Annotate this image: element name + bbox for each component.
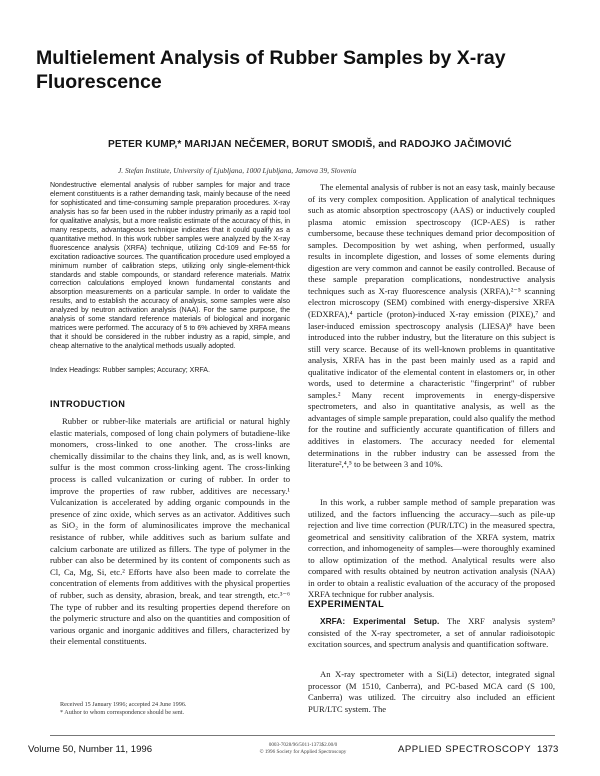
body-paragraph-2: In this work, a rubber sample method of sample preparation was utilized, and the factors influencing the accuracy—such as pile-up rejection and live time correction (PUR/LTC) in the measured spectra, geometrical and sensitivity calibration of the XRFA system, matrix correction, and inhomogeneity of samples—were thoroughly examined to allow optimization of the method. Analytical results were also compared with results obtained by neutron activation analysis (NAA) in order to obtain a realistic evaluation of the accuracy of the proposed XRFA technique for rubber analysis.	[308, 497, 555, 600]
footer-copyright: © 1996 Society for Applied Spectroscopy	[259, 748, 347, 755]
experimental-setup-text: The XRF analysis system⁹ consisted of the X-ray spectrometer, a set of annular radioisotopic excitation sources, and spectrum analysis and quantification software.	[308, 616, 556, 650]
index-headings: Index Headings: Rubber samples; Accuracy; XRFA.	[50, 367, 210, 374]
author-list: PETER KUMP,* MARIJAN NEČEMER, BORUT SMODIŠ, and RADOJKO JAČIMOVIĆ	[108, 139, 512, 150]
body-paragraph-1: The elemental analysis of rubber is not an easy task, mainly because of its very complex composition. Application of analytical techniques such as atomic absorption spectroscopy (AAS) or inductively coupled plasma atomic emission spectroscopy (ICP-AES) is rather cumbersome, because these techniques demand prior decomposition of samples. Decomposition by wet ashing, when performed, usually results in incomplete digestion, and losses of some elements during digestion are very common and cannot be easily controlled. Because of these sample preparation complications, nondestructive analysis techniques such as X-ray fluorescence analysis (XRFA),²⁻⁵ scanning electron microscopy (SEM) combined with energy-dispersive XRFA (EDXRFA),⁴ particle (proton)-induced X-ray emission (PIXE),⁷ and laser-induced emission spectroscopy analysis (LIESA)⁸ have been introduced into the rubber industry, but the literature on this subject is still very scarce. Because of its well-known problems in quantitative analysis, XRFA has in the past been mainly used as a rapid and qualitative indicator of the elemental content in elastomers or, in other words, used to determine a characteristic "fingerprint" of rubber samples.² Many recent improvements in energy-dispersive spectrometers, and also in quantitative analysis, as well as the advantages of simple sample preparation, could also qualify the method for the routine and sufficiently accurate quantification of fillers and additives in elastomers. The accuracy needed for elemental determinations in the rubber industry can be assessed from the literature²,⁴,⁵ to be between 3 and 10%.	[308, 182, 555, 470]
paper-title: Multielement Analysis of Rubber Samples by X-ray Fluorescence	[36, 47, 506, 93]
footer-issn: 0003-7028/96/5011-1373$2.00/0	[268, 742, 338, 748]
received-dates: Received 15 January 1996; accepted 24 June 1996.	[60, 701, 187, 708]
author-affiliation: J. Stefan Institute, University of Ljubljana, 1000 Ljubljana, Jamova 39, Slovenia	[118, 166, 357, 175]
abstract: Nondestructive elemental analysis of rubber samples for major and trace element constituents is a rather demanding task, mainly because of the need for sophisticated and time-consuming sample preparation procedures. X-ray analysis has so far been used in the rubber industry primarily as a rapid tool for qualitative analysis, but a more realistic estimate of the accuracy of this, in many respects, advantageous technique indicates that it could qualify as a quantitative method. In this work rubber samples were analyzed by the X-ray fluorescence analysis (XRFA) technique, utilizing Cd-109 and Fe-55 for excitation radioactive sources. The quantification procedure used employed a minimum number of calibration steps, utilizing only single-element-thick standards and stable compounds, or standard reference materials. Matrix correction calculations employed known fundamental constants and absorption measurements on a particular sample. In order to validate the results, and to establish the accuracy of analysis, some samples were also analyzed by neutron activation analysis (NAA). For the same purpose, the analysis of some standard reference materials of biological and inorganic matrices were performed. The accuracy of 5 to 6% achieved by XRFA means that it should be considered in the rubber industry as a rapid, simple, and cheap alternative to the analytical methods usually adopted.	[50, 182, 290, 351]
footer-copyright-block	[248, 742, 358, 755]
experimental-paragraph-1	[308, 616, 555, 651]
introduction-paragraph: Rubber or rubber-like materials are artificial or natural highly elastic materials, composed of long chain polymers of butadiene-like monomers, cross-linked to one another. The cross-links are chemically dissimilar to the chains they link, and, as is well known, sulfur is the most common cross-linking agent. The cross-linking process is called vulcanization or curing of rubber. In order to improve the properties of raw rubber, additives are necessary.¹ Vulcanization is accelerated by adding organic compounds in the presence of zinc oxide, which serves as an activator. Additives such as SiO₂ in the form of aluminosilicates improve the mechanical resistance of rubber, while additives such as barium sulfate and calcium carbonate are utilized as fillers. The type of polymer in the rubber can also be determined by its content of components such as Cl, Ca, Mg, Si, etc.² Efforts have also been made to correlate the concentration of elements from additives with the physical properties of rubber, such as density, abrasion, break, and tear strength, etc.³⁻⁶ The type of rubber and its resulting properties depend therefore on the polymeric structure and also on the quantities and composition of various organic and inorganic additives and fillers, characterized by their elemental constituents.	[50, 416, 290, 647]
footer-page-number: 1373	[537, 744, 559, 755]
experimental-heading: EXPERIMENTAL	[308, 599, 385, 609]
experimental-paragraph-2: An X-ray spectrometer with a Si(Li) detector, integrated signal processor (M 1510, Canberra), and PC-based MCA card (S 100, Canberra) was utilized. The circuitry also included an efficient PUR/LTC system. The	[308, 669, 555, 714]
experimental-setup-runin: XRFA: Experimental Setup.	[320, 616, 440, 626]
footer-rule	[50, 735, 555, 736]
received-note	[50, 701, 290, 717]
footer-journal-name: APPLIED SPECTROSCOPY	[398, 744, 532, 755]
footer-volume: Volume 50, Number 11, 1996	[28, 744, 153, 755]
corresponding-author-note: * Author to whom correspondence should be sent.	[60, 709, 185, 716]
introduction-heading: INTRODUCTION	[50, 399, 126, 409]
